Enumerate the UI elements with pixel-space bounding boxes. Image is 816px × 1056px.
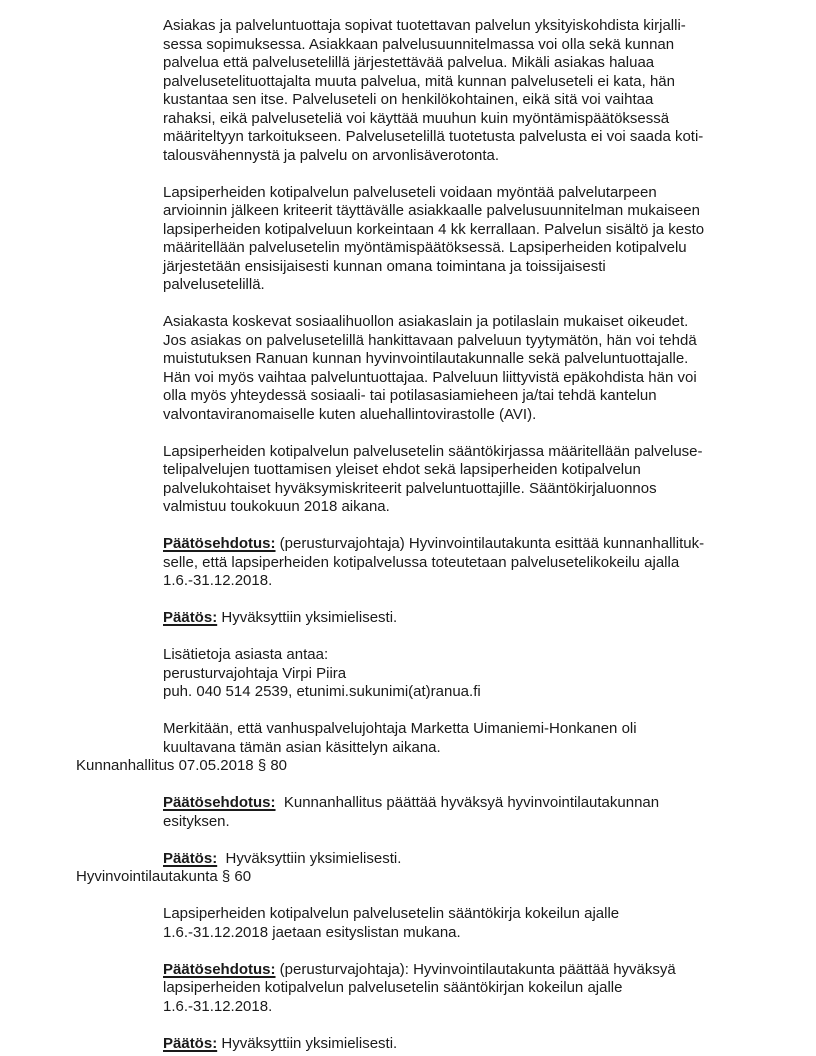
contact-details: puh. 040 514 2539, etunimi.sukunimi(at)ranua.fi <box>163 683 481 700</box>
text-line: määritellään palvelusetelin myöntämispäätöksessä. Lapsiperheiden kotipalvelu <box>163 239 687 256</box>
text-line: olla myös yhteydessä sosiaali- tai potilasasiamieheen ja/tai tehdä kantelun <box>163 387 657 404</box>
decision-2 <box>163 850 803 869</box>
text-line: Asiakasta koskevat sosiaalihuollon asiakaslain ja potilaslain mukaiset oikeudet. <box>163 313 689 330</box>
text-line: palvelukohtaiset hyväksymiskriteerit palveluntuottajille. Sääntökirjaluonnos <box>163 479 657 497</box>
text-line: kuultavana tämän asian käsittelyn aikana. <box>163 738 441 756</box>
text-line: palvelusetelillä. <box>163 276 265 293</box>
decision-proposal-2 <box>163 794 803 831</box>
note <box>163 720 803 757</box>
decision-label: Päätös: <box>163 1034 218 1052</box>
text-line: Lapsiperheiden kotipalvelun palvelusetelin sääntökirjassa määritellään palveluse- <box>163 442 703 460</box>
text-line: lapsiperheiden kotipalveluun korkeintaan 4 kk kerrallaan. Palvelun sisältö ja kesto <box>163 220 705 238</box>
proposal-label: Päätösehdotus: <box>163 535 276 552</box>
text-line: palvelusetelituottajalta muuta palvelua, mitä kunnan palveluseteli ei kata, hän <box>163 72 675 90</box>
decision-text: Hyväksyttiin yksimielisesti. <box>217 849 402 867</box>
decision-label: Päätös: <box>163 849 218 867</box>
text-line: Lapsiperheiden kotipalvelun palvelusetelin sääntökirja kokeilun ajalle <box>163 905 620 922</box>
paragraph-rulebook-distribution <box>163 905 803 942</box>
text-line: muistutuksen Ranuan kunnan hyvinvointilautakunnalle sekä palveluntuottajalle. <box>163 350 689 367</box>
proposal-text: (perusturvajohtaja) Hyvinvointilautakunta esittää kunnanhallituk- <box>275 535 705 552</box>
text-line: talousvähennystä ja palvelu on arvonlisäverotonta. <box>163 146 500 164</box>
paragraph-service-agreement <box>163 17 803 165</box>
text-line: Merkitään, että vanhuspalvelujohtaja Marketta Uimaniemi-Honkanen oli <box>163 720 637 737</box>
text-line: 1.6.-31.12.2018. <box>163 572 273 589</box>
section-heading-hyvinvointilautakunta: Hyvinvointilautakunta § 60 <box>76 868 252 885</box>
decision-text: Hyväksyttiin yksimielisesti. <box>217 1034 398 1052</box>
proposal-label: Päätösehdotus: <box>163 960 276 978</box>
text-line: rahaksi, eikä palveluseteliä voi käyttää muuhun kuin myöntämispäätöksessä <box>163 109 670 127</box>
contact-heading: Lisätietoja asiasta antaa: <box>163 646 329 663</box>
text-line: sessa sopimuksessa. Asiakkaan palvelusuunnitelmassa voi olla sekä kunnan <box>163 35 675 53</box>
text-line: 1.6.-31.12.2018. <box>163 997 273 1015</box>
text-line: valmistuu toukokuun 2018 aikana. <box>163 498 390 515</box>
paragraph-rulebook <box>163 443 803 517</box>
text-line: selle, että lapsiperheiden kotipalvelussa toteutetaan palvelusetelikokeilu ajalla <box>163 553 680 571</box>
text-line: arvioinnin jälkeen kriteerit täyttävälle asiakkaalle palvelusuunnitelman mukaiseen <box>163 202 700 219</box>
text-line: Lapsiperheiden kotipalvelun palveluseteli voidaan myöntää palvelutarpeen <box>163 183 657 201</box>
text-line: Asiakas ja palveluntuottaja sopivat tuotettavan palvelun yksityiskohdista kirjalli- <box>163 17 686 34</box>
text-line: Hän voi myös vaihtaa palveluntuottajaa. Palveluun liittyvistä epäkohdista hän voi <box>163 368 697 386</box>
decision-text: Hyväksyttiin yksimielisesti. <box>217 609 398 626</box>
text-line: lapsiperheiden kotipalvelun palvelusetelin sääntökirjan kokeilun ajalle <box>163 979 623 996</box>
text-line: telipalvelujen tuottamisen yleiset ehdot sekä lapsiperheiden kotipalvelun <box>163 461 641 478</box>
text-line: kustantaa sen itse. Palveluseteli on henkilökohtainen, eikä sitä voi vaihtaa <box>163 91 654 108</box>
text-line: 1.6.-31.12.2018 jaetaan esityslistan mukana. <box>163 923 461 941</box>
decision-label: Päätös: <box>163 609 218 626</box>
text-line: määriteltyyn tarkoitukseen. Palvelusetelillä tuotetusta palvelusta ei voi saada koti- <box>163 128 704 145</box>
section-heading-kunnanhallitus: Kunnanhallitus 07.05.2018 § 80 <box>76 757 288 774</box>
contact-info <box>163 646 803 702</box>
text-line: esityksen. <box>163 812 230 830</box>
decision-proposal-1 <box>163 535 803 591</box>
text-line: palvelua että palvelusetelillä järjestettävää palvelua. Mikäli asiakas haluaa <box>163 54 655 71</box>
proposal-text: Kunnanhallitus päättää hyväksyä hyvinvointilautakunnan <box>275 794 660 811</box>
proposal-text: (perusturvajohtaja): Hyvinvointilautakunta päättää hyväksyä <box>275 960 676 978</box>
text-line: valvontaviranomaiselle kuten aluehallintovirastolle (AVI). <box>163 405 537 423</box>
paragraph-client-rights <box>163 313 803 424</box>
contact-name: perusturvajohtaja Virpi Piira <box>163 664 347 682</box>
text-line: Jos asiakas on palvelusetelillä hankittavaan palveluun tyytymätön, hän voi tehdä <box>163 331 697 349</box>
text-line: järjestetään ensisijaisesti kunnan omana toimintana ja toissijaisesti <box>163 257 606 275</box>
proposal-label: Päätösehdotus: <box>163 794 276 811</box>
decision-3 <box>163 1035 803 1054</box>
decision-1 <box>163 609 803 628</box>
decision-proposal-3 <box>163 961 803 1017</box>
paragraph-voucher-granting <box>163 184 803 295</box>
